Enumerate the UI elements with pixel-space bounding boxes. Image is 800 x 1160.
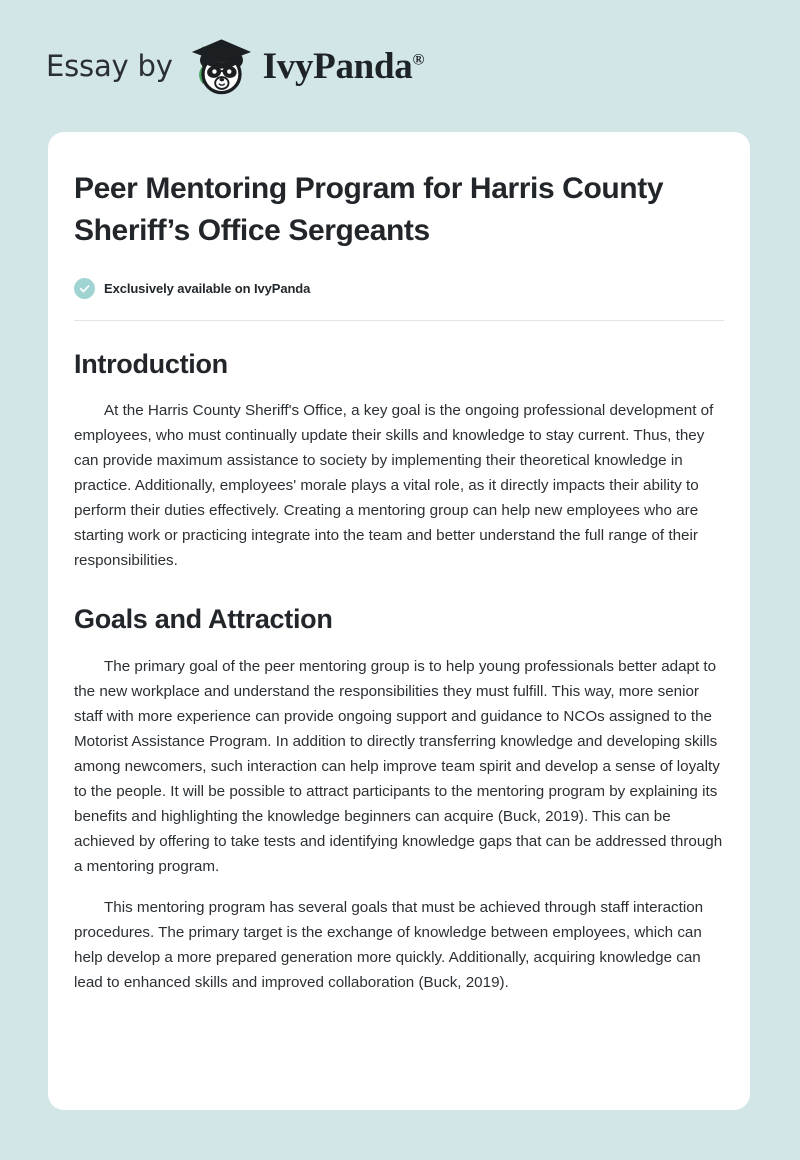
title-divider [74, 320, 724, 321]
brand-prefix-label: Essay by [46, 48, 173, 83]
document-card [48, 132, 750, 1110]
registered-trademark-icon: ® [412, 51, 425, 69]
section-heading-goals-and-attraction: Goals and Attraction [74, 604, 333, 635]
paragraph-introduction-1: At the Harris County Sheriff's Office, a key goal is the ongoing professional development of employees, who must continually update their skills and knowledge to stay current. Thus, they can provide maximum assistance to society by implementing their theoretical knowledge in practice. Additionally, employees' morale plays a vital role, as it directly impacts their ability to perform their duties effectively. Creating a mentoring group can help new employees who are starting work or practicing integrate into the team and better understand the full range of their responsibilities. [74, 402, 714, 570]
section-heading-introduction: Introduction [74, 349, 228, 379]
document-content [74, 168, 724, 995]
check-circle-icon [74, 278, 95, 299]
brand-wordmark-text: IvyPanda [262, 45, 413, 87]
exclusivity-badge-label: Exclusively available on IvyPanda [104, 281, 311, 296]
paragraph-goals-2: This mentoring program has several goals that must be achieved through staff interaction procedures. The primary target is the exchange of knowledge between employees, which can help develop a more prepared generation more quickly. Additionally, acquiring knowledge can lead to enhanced skills and improved collaboration (Buck, 2019). [74, 898, 704, 991]
brand-header [0, 0, 800, 132]
exclusivity-badge [74, 278, 724, 299]
brand-lockup[interactable] [46, 29, 424, 103]
panda-graduate-logo-icon [183, 29, 257, 103]
brand-wordmark [262, 45, 425, 87]
page-title: Peer Mentoring Program for Harris County Sheriff’s Office Sergeants [74, 172, 664, 247]
paragraph-goals-1: The primary goal of the peer mentoring group is to help young professionals better adapt to the new workplace and understand the responsibilities they must fulfill. This way, more senior staff with more experience can provide ongoing support and guidance to NCOs assigned to the Motorist Assistance Program. In addition to directly transferring knowledge and developing skills among newcomers, such interaction can help improve team spirit and develop a sense of loyalty to the people. It will be possible to attract participants to the mentoring program by explaining its benefits and highlighting the knowledge beginners can acquire (Buck, 2019). This can be achieved by offering to take tests and identifying knowledge gaps that can be addressed through a mentoring program. [74, 657, 723, 875]
